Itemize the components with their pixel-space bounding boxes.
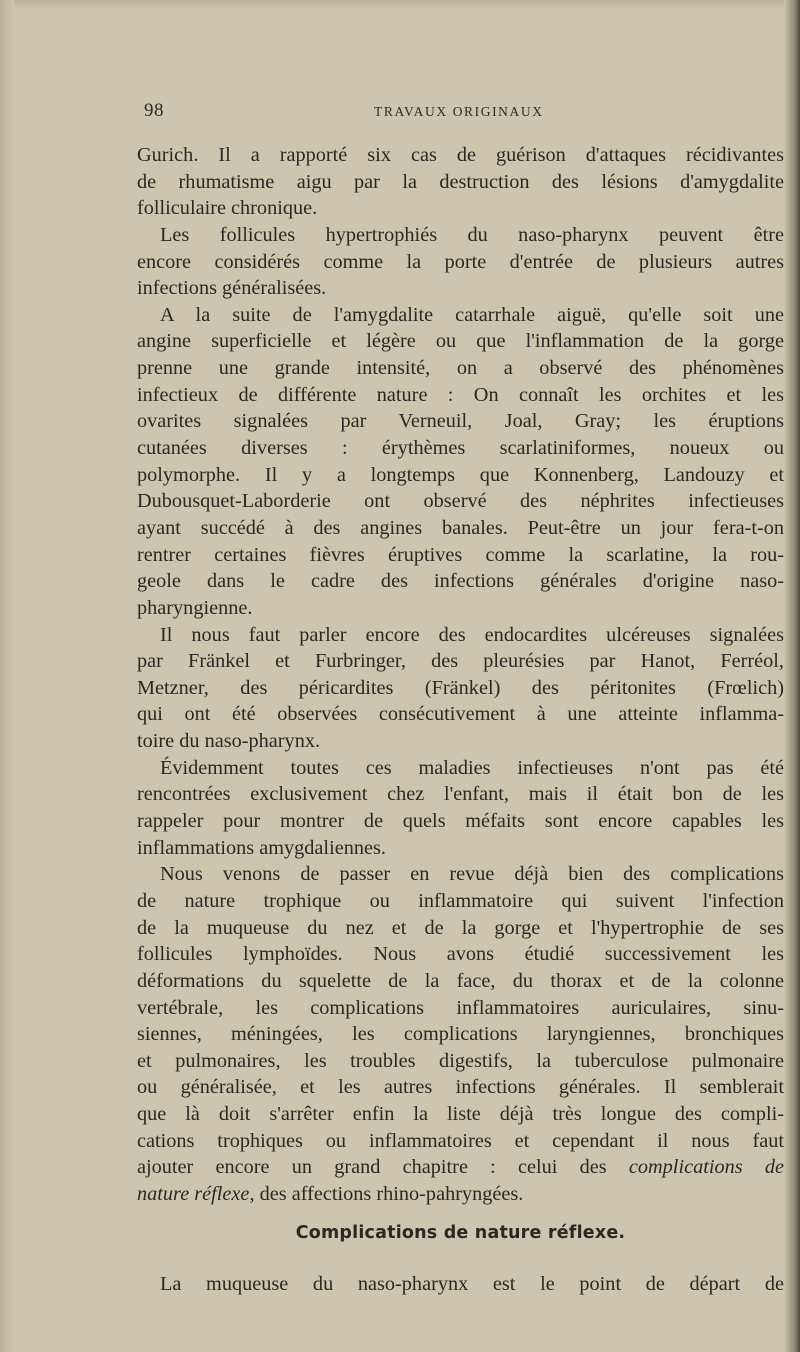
text-line	[137, 915, 784, 942]
text-line	[137, 781, 784, 808]
line-text: pharyngienne.	[137, 596, 253, 619]
text-line	[137, 1021, 784, 1048]
text-line	[137, 1128, 784, 1155]
section-heading: Complications de nature réflexe.	[295, 1223, 626, 1243]
text-line	[137, 542, 784, 569]
text-line	[137, 169, 784, 196]
line-text: Il nous faut parler encore des endocardites ulcéreuses signalées	[160, 623, 784, 646]
line-text: ou généralisée, et les autres infections générales. Il semblerait	[137, 1076, 784, 1099]
line-text: rentrer certaines fièvres éruptives comme la scarlatine, la rou-	[137, 543, 784, 566]
line-text: et pulmonaires, les troubles digestifs, la tuberculose pulmonaire	[137, 1049, 784, 1072]
text-line	[137, 1154, 784, 1181]
text-line	[137, 755, 784, 782]
text-line	[137, 1074, 784, 1101]
text-line	[137, 195, 784, 222]
line-text: Évidemment toutes ces maladies infectieuses n'ont pas été	[160, 756, 784, 779]
line-text: encore considérés comme la porte d'entrée de plusieurs autres	[137, 250, 784, 273]
running-title: TRAVAUX ORIGINAUX	[374, 104, 544, 119]
line-text: Dubousquet-Laborderie ont observé des néphrites infectieuses	[137, 490, 784, 513]
text-line	[137, 648, 784, 675]
text-line	[137, 249, 784, 276]
running-head	[144, 100, 784, 130]
line-text: infections généralisées.	[137, 277, 327, 300]
text-line	[137, 488, 784, 515]
text-line	[137, 515, 784, 542]
line-text: cations trophiques ou inflammatoires et cependant il nous faut	[137, 1129, 784, 1152]
line-text: siennes, méningées, les complications laryngiennes, bronchiques	[137, 1023, 784, 1046]
line-text: qui ont été observées consécutivement à une atteinte inflamma-	[137, 703, 784, 726]
line-text: ovarites signalées par Verneuil, Joal, Gray; les éruptions	[137, 410, 784, 433]
line-text: prenne une grande intensité, on a observé des phénomènes	[137, 357, 784, 380]
line-text: Les follicules hypertrophiés du naso-pharynx peuvent être	[160, 223, 784, 246]
page-left-shadow	[0, 0, 14, 1352]
text-line	[137, 302, 784, 329]
line-text: que là doit s'arrêter enfin la liste déjà très longue des compli-	[137, 1103, 784, 1126]
line-text: toire du naso-pharynx.	[137, 730, 321, 753]
line-text: ayant succédé à des angines banales. Peut-être un jour fera-t-on	[137, 516, 784, 539]
text-line	[137, 968, 784, 995]
text-line	[137, 275, 784, 302]
text-line	[137, 675, 784, 702]
page-top-edge	[0, 0, 800, 8]
line-text: par Fränkel et Furbringer, des pleurésies par Hanot, Ferréol,	[137, 650, 784, 673]
text-line	[137, 888, 784, 915]
text-line	[137, 1048, 784, 1075]
line-text: ajouter encore un grand chapitre : celui des	[137, 1156, 607, 1179]
line-tail: , des affections rhino-pahryngées.	[249, 1182, 524, 1205]
text-line	[137, 382, 784, 409]
text-line	[137, 328, 784, 355]
text-line	[137, 941, 784, 968]
body-text	[137, 142, 784, 1208]
text-line	[137, 222, 784, 249]
page-binding-edge	[784, 0, 800, 1352]
line-text: geole dans le cadre des infections générales d'origine naso-	[137, 570, 784, 593]
line-text: infectieux de différente nature : On connaît les orchites et les	[137, 383, 784, 406]
text-line	[137, 728, 784, 755]
line-text: inflammations amygdaliennes.	[137, 836, 386, 859]
line-text: cutanées diverses : érythèmes scarlatiniformes, noueux ou	[137, 437, 784, 460]
line-text: rencontrées exclusivement chez l'enfant, mais il était bon de les	[137, 783, 784, 806]
line-text: Nous venons de passer en revue déjà bien des complications	[160, 863, 784, 886]
line-text: polymorphe. Il y a longtemps que Konnenberg, Landouzy et	[137, 463, 784, 486]
line-text: de rhumatisme aigu par la destruction des lésions d'amygdalite	[137, 170, 784, 193]
text-line	[137, 568, 784, 595]
text-line	[137, 1101, 784, 1128]
line-text: A la suite de l'amygdalite catarrhale aiguë, qu'elle soit une	[160, 303, 784, 326]
text-line	[137, 622, 784, 649]
italic-phrase: nature réflexe	[137, 1182, 250, 1205]
text-line	[137, 462, 784, 489]
line-text: follicules lymphoïdes. Nous avons étudié successivement les	[137, 943, 784, 966]
body-text-final-line: La muqueuse du naso-pharynx est le point de départ de	[160, 1273, 784, 1295]
line-text: Gurich. Il a rapporté six cas de guérison d'attaques récidivantes	[137, 144, 784, 166]
line-text: de la muqueuse du nez et de la gorge et l'hypertrophie de ses	[137, 916, 784, 939]
text-line	[137, 835, 784, 862]
line-text: de nature trophique ou inflammatoire qui suivent l'infection	[137, 889, 784, 912]
page-number: 98	[144, 100, 164, 121]
italic-phrase: complications de	[628, 1156, 785, 1179]
line-text: déformations du squelette de la face, du thorax et de la colonne	[137, 969, 784, 992]
text-line	[137, 808, 784, 835]
text-line	[137, 995, 784, 1022]
text-line	[137, 861, 784, 888]
line-text: angine superficielle et légère ou que l'inflammation de la gorge	[137, 330, 784, 353]
text-line	[137, 142, 784, 169]
text-line	[137, 408, 784, 435]
line-text: Metzner, des péricardites (Fränkel) des péritonites (Frœlich)	[137, 676, 784, 699]
line-text: rappeler pour montrer de quels méfaits sont encore capables les	[137, 810, 784, 833]
text-line	[137, 355, 784, 382]
text-line	[137, 701, 784, 728]
line-text: vertébrale, les complications inflammatoires auriculaires, sinu-	[137, 996, 784, 1019]
text-line	[137, 595, 784, 622]
text-line	[137, 435, 784, 462]
line-text: folliculaire chronique.	[137, 197, 318, 220]
text-line	[137, 1181, 784, 1208]
